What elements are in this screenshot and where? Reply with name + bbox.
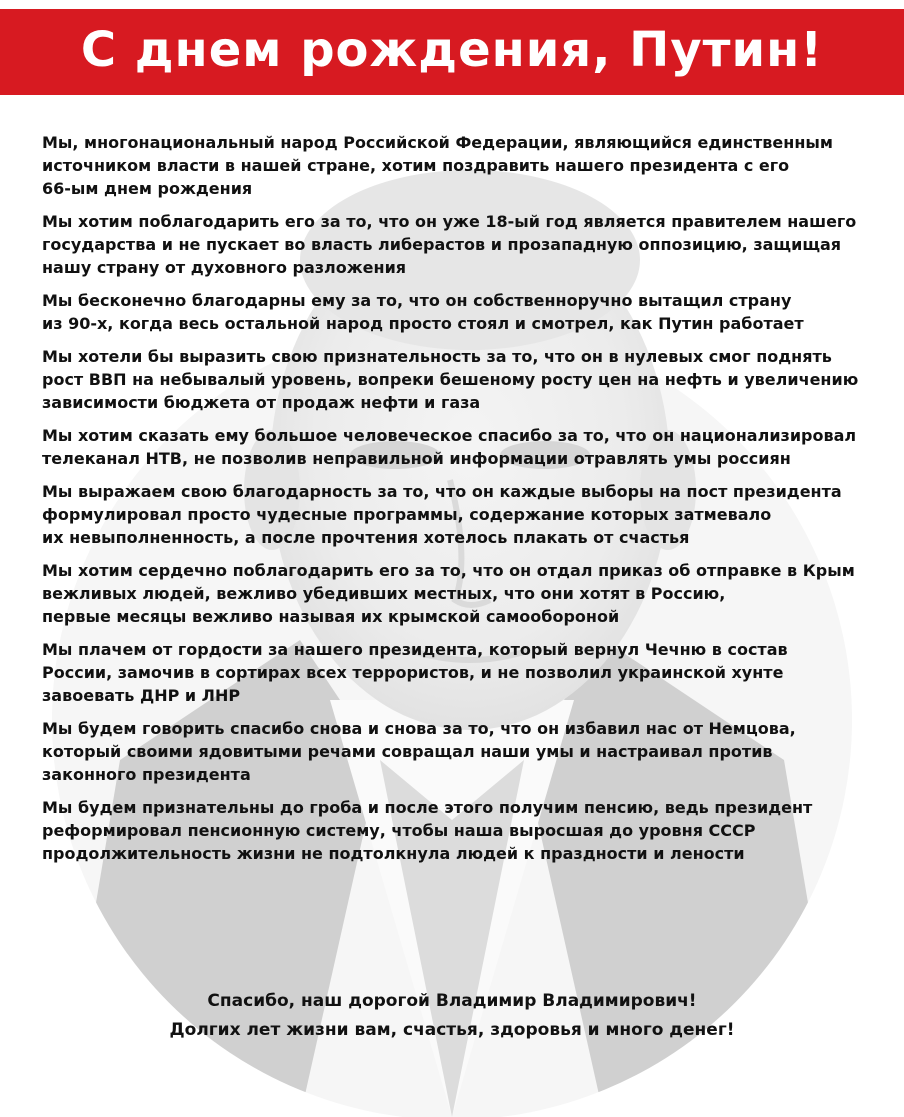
paragraph-1: Мы, многонациональный народ Российской Федерации, являющийся единственным источником власти в нашей стране, хотим поздравить нашего президента с его 66-ым днем рождения	[42, 133, 833, 198]
paragraph-7: Мы хотим сердечно поблагодарить его за то, что он отдал приказ об отправке в Крым вежливых людей, вежливо убедивших местных, что они хотят в Россию, первые месяцы вежливо называя их крымской самообороной	[42, 561, 855, 626]
paragraph-5: Мы хотим сказать ему большое человеческое спасибо за то, что он национализировал телеканал НТВ, не позволив неправильной информации отравлять умы россиян	[42, 426, 857, 468]
paragraph-8: Мы плачем от гордости за нашего президента, который вернул Чечню в состав России, замочив в сортирах всех террористов, и не позволил украинской хунте завоевать ДНР и ЛНР	[42, 640, 788, 705]
paragraph-2: Мы хотим поблагодарить его за то, что он уже 18-ый год является правителем нашего государства и не пускает во власть либерастов и прозападную оппозицию, защищая нашу страну от духовного разложения	[42, 212, 857, 277]
closing-line-2: Долгих лет жизни вам, счастья, здоровья и много денег!	[169, 1020, 735, 1040]
header-banner	[0, 9, 904, 95]
closing-line-1: Спасибо, наш дорогой Владимир Владимирович!	[207, 991, 697, 1011]
paragraph-4: Мы хотели бы выразить свою признательность за то, что он в нулевых смог поднять рост ВВП на небывалый уровень, вопреки бешеному росту цен на нефть и увеличению зависимости бюджета от продаж нефти и газа	[42, 347, 859, 412]
page-title: С днем рождения, Путин!	[80, 22, 824, 78]
paragraph-6: Мы выражаем свою благодарность за то, что он каждые выборы на пост президента формулировал просто чудесные программы, содержание которых затмевало их невыполненность, а после прочтения хотелось плакать от счастья	[42, 482, 842, 547]
paragraph-9: Мы будем говорить спасибо снова и снова за то, что он избавил нас от Немцова, который своими ядовитыми речами совращал наши умы и настраивал против законного президента	[42, 719, 796, 784]
paragraph-3: Мы бесконечно благодарны ему за то, что он собственноручно вытащил страну из 90-х, когда весь остальной народ просто стоял и смотрел, как Путин работает	[42, 291, 804, 333]
paragraph-10: Мы будем признательны до гроба и после этого получим пенсию, ведь президент реформировал пенсионную систему, чтобы наша выросшая до уровня СССР продолжительность жизни не подтолкнула людей к праздности и лености	[42, 798, 813, 863]
letter-body	[42, 131, 882, 875]
closing-message	[0, 987, 904, 1045]
